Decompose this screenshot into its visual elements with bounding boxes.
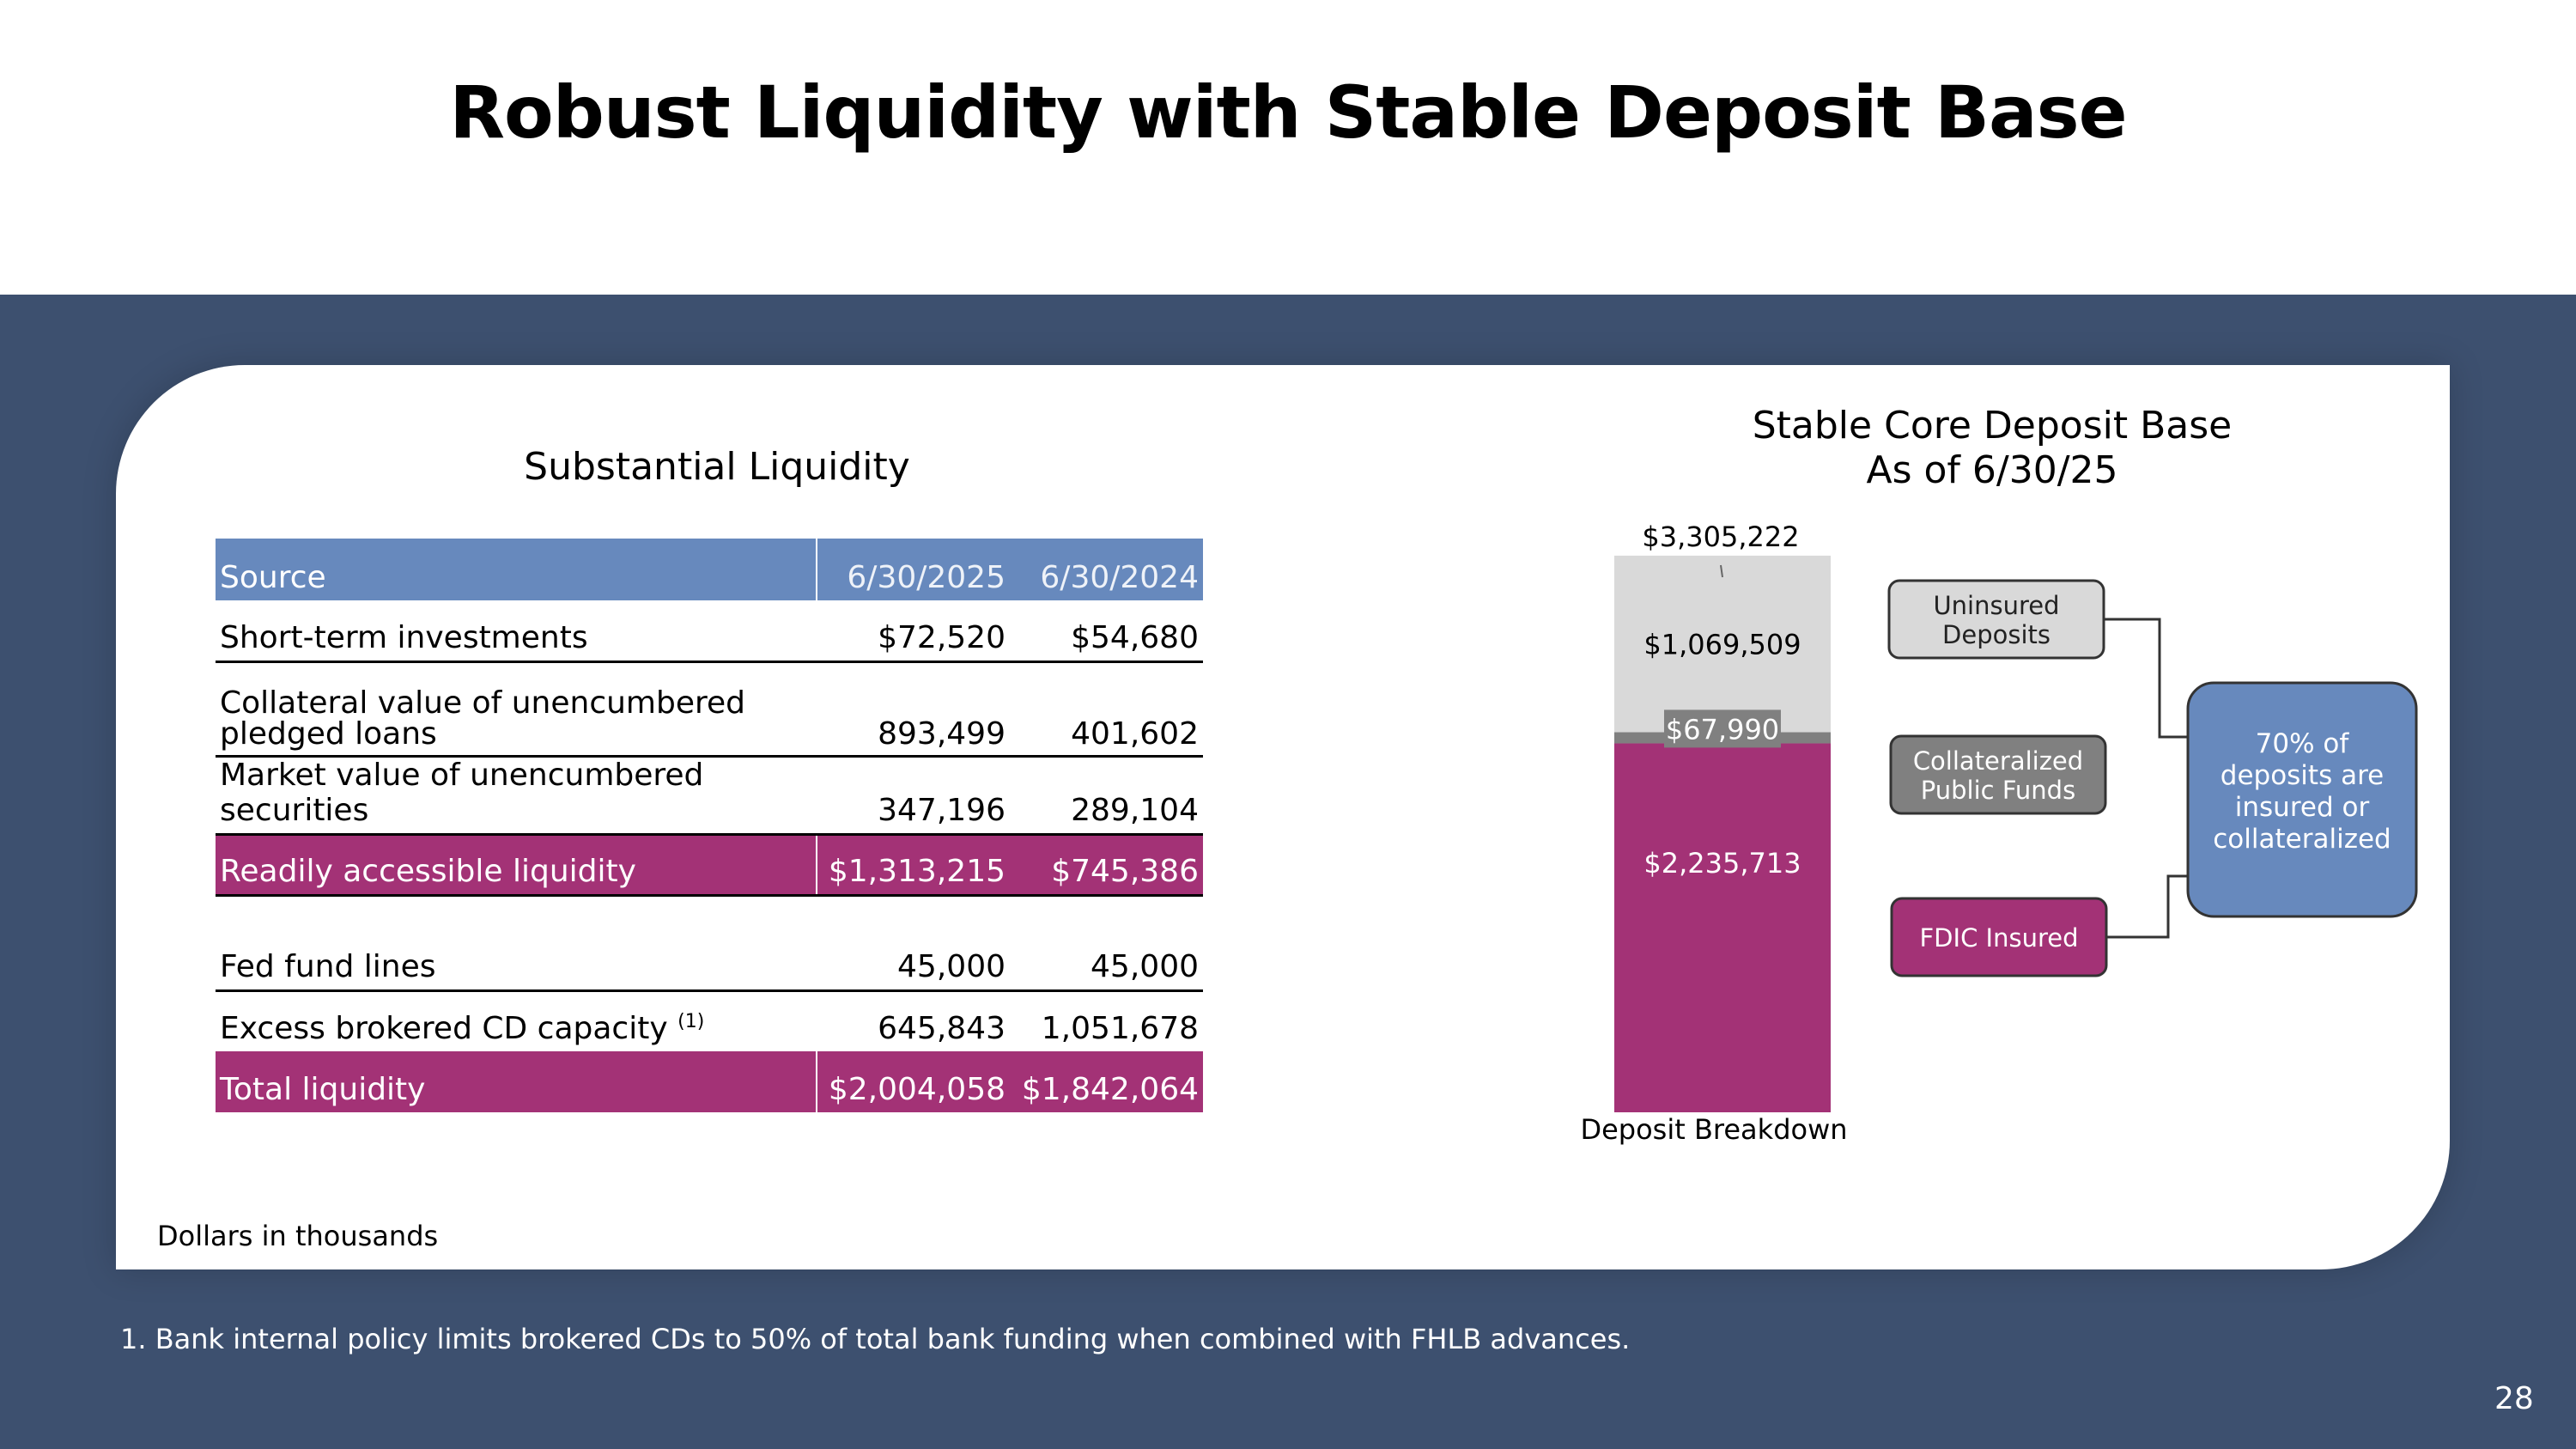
callout-text-1: 70% of <box>2255 728 2349 759</box>
row-label: Short-term investments <box>216 600 817 661</box>
chart-title: Stable Core Deposit Base <box>1752 404 2233 447</box>
row-label-cell <box>216 990 817 1051</box>
row-label: Total liquidity <box>216 1051 817 1112</box>
row-value-2025: $72,520 <box>817 600 1010 661</box>
row-label: Collateral value of unencumbered pledged loans <box>216 661 817 756</box>
row-value-2025: 645,843 <box>817 990 1010 1051</box>
row-value-2025: 347,196 <box>817 756 1010 834</box>
header-source: Source <box>216 539 817 600</box>
header-2025: 6/30/2025 <box>817 539 1010 600</box>
table-row <box>216 929 1203 990</box>
legend-collateralized-text-2: Public Funds <box>1920 776 2076 805</box>
callout-text-4: collateralized <box>2213 824 2391 855</box>
table-row <box>216 600 1203 661</box>
row-label: Fed fund lines <box>216 929 817 990</box>
header-2024: 6/30/2024 <box>1010 539 1203 600</box>
row-value-2025: $1,313,215 <box>817 834 1010 895</box>
row-value-2025: $2,004,058 <box>817 1051 1010 1112</box>
row-value-2024: $54,680 <box>1010 600 1203 661</box>
category-label: Deposit Breakdown <box>1580 1113 1848 1146</box>
row-value-2024: $1,842,064 <box>1010 1051 1203 1112</box>
chart-subtitle: As of 6/30/25 <box>1866 448 2118 492</box>
bar-segment-fdic-insured <box>1614 743 1831 1112</box>
row-value-2024: 401,602 <box>1010 661 1203 756</box>
table-header-row <box>216 539 1203 600</box>
row-value-2024: 1,051,678 <box>1041 1011 1199 1046</box>
units-note: Dollars in thousands <box>157 1220 439 1252</box>
callout-text-3: insured or <box>2234 792 2370 823</box>
row-value-2024: 289,104 <box>1010 756 1203 834</box>
row-label: Readily accessible liquidity <box>216 834 817 895</box>
table-row <box>216 756 1203 834</box>
table-spacer <box>216 895 1203 929</box>
data-label-uninsured: $1,069,509 <box>1643 628 1801 661</box>
legend-collateralized-text-1: Collateralized <box>1912 746 2084 776</box>
legend-uninsured-text-2: Deposits <box>1942 620 2050 649</box>
legend-uninsured-text-1: Uninsured <box>1933 591 2060 620</box>
data-label-fdic-insured: $2,235,713 <box>1643 846 1801 880</box>
callout-text-2: deposits are <box>2220 760 2385 791</box>
liquidity-title: Substantial Liquidity <box>524 445 910 489</box>
row-value-2025: 893,499 <box>817 661 1010 756</box>
footnote-mark: (1) <box>677 1011 705 1032</box>
table-row <box>216 990 1203 1051</box>
row-value-2024: 45,000 <box>1010 929 1203 990</box>
page-title: Robust Liquidity with Stable Deposit Base <box>449 70 2127 155</box>
row-value-2024: $745,386 <box>1010 834 1203 895</box>
page-number: 28 <box>2494 1381 2534 1416</box>
table-row-highlight <box>216 834 1203 895</box>
table-row-total <box>216 1051 1203 1112</box>
footnote: 1. Bank internal policy limits brokered CDs to 50% of total bank funding when combined with FHLB advances. <box>120 1323 1631 1355</box>
liquidity-table <box>216 539 1203 1112</box>
table-row <box>216 661 1203 756</box>
row-label: Market value of unencumbered securities <box>216 756 817 834</box>
row-label: Excess brokered CD capacity <box>220 1011 668 1046</box>
data-label-total: $3,305,222 <box>1642 521 1800 553</box>
legend-fdic-insured-text: FDIC Insured <box>1919 923 2079 953</box>
row-value-2025: 45,000 <box>817 929 1010 990</box>
data-label-collateralized: $67,990 <box>1665 713 1780 746</box>
